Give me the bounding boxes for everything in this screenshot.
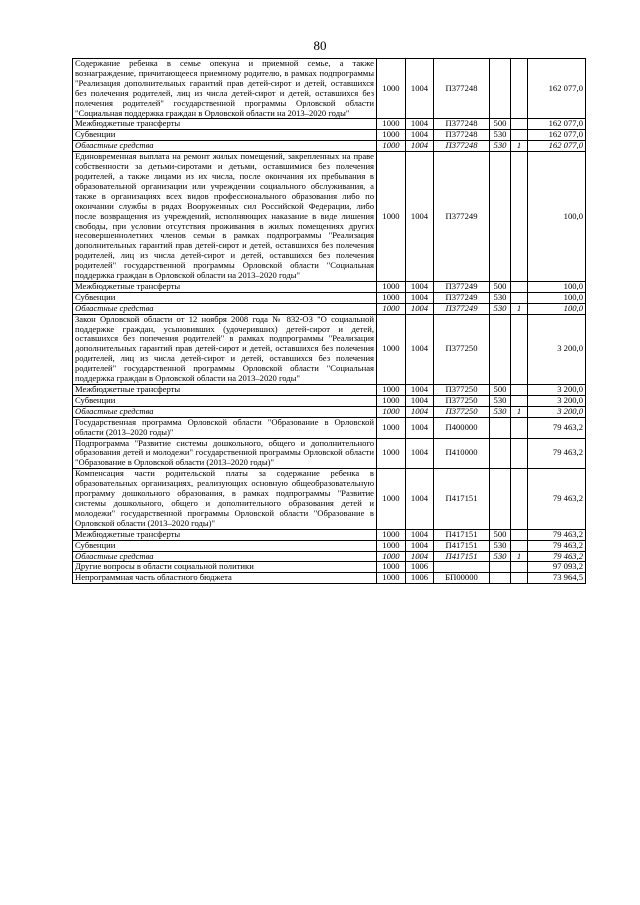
funding-source-cell	[511, 385, 528, 396]
subsection-code-cell: 1004	[406, 438, 434, 469]
amount-cell: 3 200,0	[528, 406, 586, 417]
expense-type-cell: 530	[490, 141, 511, 152]
subsection-code-cell: 1004	[406, 529, 434, 540]
target-article-cell: П377250	[434, 395, 490, 406]
amount-cell: 100,0	[528, 281, 586, 292]
funding-source-cell: 1	[511, 303, 528, 314]
row-name-cell: Субвенции	[73, 540, 377, 551]
budget-table-body	[73, 59, 586, 584]
subsection-code-cell: 1004	[406, 385, 434, 396]
expense-type-cell: 530	[490, 395, 511, 406]
row-name-cell: Единовременная выплата на ремонт жилых помещений, закрепленных на праве собственности за детьми-сиротами и детьми, оставшимися без полечения родителей, а также лицами из их числа, после окончания их пребывания в образовательной организации или учреждении социального обслуживания, а также в организациях всех видов профессионального образования либо по окончании службы в рядах Вооруженных сил Российской Федерации, либо после возвращения из учреждений, исполняющих наказание в виде лишения свободы, при условии отсутствия проживания в жилых помещениях других несовершеннолетних членов семьи в рамках подпрограммы "Реализация дополнительных гарантий прав детей-сирот и детей, оставшихся без полечения родителей, лиц из числа детей-сирот и детей, оставшихся без полечения родителей" государственной программы Орловской области "Социальная поддержка граждан в Орловской области на 2013–2020 годы"	[73, 152, 377, 282]
funding-source-cell	[511, 469, 528, 529]
funding-source-cell	[511, 314, 528, 384]
section-code-cell: 1000	[377, 130, 406, 141]
expense-type-cell: 530	[490, 551, 511, 562]
row-name-cell: Содержание ребенка в семье опекуна и приемной семье, а также вознаграждение, причитающееся приемному родителю, в рамках подпрограммы "Реализация дополнительных гарантий прав детей-сирот и детей, оставшихся без полечения родителей, лиц из числа детей-сирот и детей, оставшихся без полечения родителей" государственной программы Орловской области "Социальная поддержка граждан в Орловской области на 2013–2020 годы"	[73, 59, 377, 119]
expense-type-cell	[490, 314, 511, 384]
subsection-code-cell: 1004	[406, 469, 434, 529]
row-name-cell: Областные средства	[73, 141, 377, 152]
row-name-cell: Межбюджетные трансферты	[73, 529, 377, 540]
funding-source-cell: 1	[511, 406, 528, 417]
section-code-cell: 1000	[377, 395, 406, 406]
target-article-cell: П417151	[434, 540, 490, 551]
row-name-cell: Подпрограмма "Развитие системы дошкольного, общего и дополнительного образования детей и молодежи" государственной программы Орловской области "Образование в Орловской области (2013–2020 годы)"	[73, 438, 377, 469]
amount-cell: 100,0	[528, 152, 586, 282]
section-code-cell: 1000	[377, 141, 406, 152]
table-row	[73, 59, 586, 119]
table-row	[73, 573, 586, 584]
subsection-code-cell: 1004	[406, 551, 434, 562]
subsection-code-cell: 1006	[406, 573, 434, 584]
funding-source-cell	[511, 119, 528, 130]
table-row	[73, 417, 586, 438]
target-article-cell: П377248	[434, 141, 490, 152]
row-name-cell: Другие вопросы в области социальной политики	[73, 562, 377, 573]
target-article-cell	[434, 562, 490, 573]
expense-type-cell	[490, 438, 511, 469]
expense-type-cell	[490, 469, 511, 529]
amount-cell: 79 463,2	[528, 469, 586, 529]
funding-source-cell: 1	[511, 141, 528, 152]
subsection-code-cell: 1004	[406, 152, 434, 282]
row-name-cell: Межбюджетные трансферты	[73, 281, 377, 292]
subsection-code-cell: 1004	[406, 417, 434, 438]
target-article-cell: П417151	[434, 551, 490, 562]
expense-type-cell: 500	[490, 281, 511, 292]
funding-source-cell	[511, 395, 528, 406]
amount-cell: 97 093,2	[528, 562, 586, 573]
target-article-cell: П377249	[434, 281, 490, 292]
table-row	[73, 385, 586, 396]
expense-type-cell: 530	[490, 303, 511, 314]
section-code-cell: 1000	[377, 314, 406, 384]
target-article-cell: БП00000	[434, 573, 490, 584]
amount-cell: 162 077,0	[528, 119, 586, 130]
target-article-cell: П377250	[434, 314, 490, 384]
table-row	[73, 469, 586, 529]
target-article-cell: П377248	[434, 59, 490, 119]
funding-source-cell	[511, 540, 528, 551]
section-code-cell: 1000	[377, 551, 406, 562]
table-row	[73, 529, 586, 540]
subsection-code-cell: 1004	[406, 540, 434, 551]
section-code-cell: 1000	[377, 469, 406, 529]
amount-cell: 79 463,2	[528, 551, 586, 562]
amount-cell: 3 200,0	[528, 314, 586, 384]
row-name-cell: Непрограммная часть областного бюджета	[73, 573, 377, 584]
expense-type-cell: 530	[490, 130, 511, 141]
target-article-cell: П377249	[434, 303, 490, 314]
subsection-code-cell: 1004	[406, 119, 434, 130]
subsection-code-cell: 1004	[406, 314, 434, 384]
target-article-cell: П377249	[434, 152, 490, 282]
subsection-code-cell: 1004	[406, 130, 434, 141]
table-row	[73, 281, 586, 292]
row-name-cell: Субвенции	[73, 292, 377, 303]
row-name-cell: Государственная программа Орловской области "Образование в Орловской области (2013–2020 годы)"	[73, 417, 377, 438]
section-code-cell: 1000	[377, 59, 406, 119]
target-article-cell: П417151	[434, 529, 490, 540]
section-code-cell: 1000	[377, 152, 406, 282]
expense-type-cell	[490, 417, 511, 438]
expense-type-cell: 530	[490, 406, 511, 417]
row-name-cell: Областные средства	[73, 303, 377, 314]
table-row	[73, 406, 586, 417]
funding-source-cell	[511, 562, 528, 573]
subsection-code-cell: 1004	[406, 406, 434, 417]
row-name-cell: Закон Орловской области от 12 ноября 2008 года № 832-ОЗ "О социальной поддержке граждан, усыновивших (удочеривших) детей-сирот и детей, оставшихся без попечения родителей" в рамках подпрограммы "Реализация дополнительных гарантий прав детей-сирот и детей, оставшихся без полечения родителей, лиц из числа детей-сирот и детей, оставшихся без полечения родителей" государственной программы Орловской области "Социальная поддержка граждан в Орловской области на 2013–2020 годы"	[73, 314, 377, 384]
section-code-cell: 1000	[377, 540, 406, 551]
target-article-cell: П410000	[434, 438, 490, 469]
expense-type-cell	[490, 59, 511, 119]
table-row	[73, 438, 586, 469]
expense-type-cell: 500	[490, 529, 511, 540]
expense-type-cell: 530	[490, 540, 511, 551]
table-row	[73, 292, 586, 303]
expense-type-cell: 500	[490, 119, 511, 130]
section-code-cell: 1000	[377, 573, 406, 584]
table-row	[73, 141, 586, 152]
section-code-cell: 1000	[377, 417, 406, 438]
row-name-cell: Областные средства	[73, 406, 377, 417]
amount-cell: 162 077,0	[528, 59, 586, 119]
subsection-code-cell: 1004	[406, 141, 434, 152]
amount-cell: 79 463,2	[528, 417, 586, 438]
amount-cell: 73 964,5	[528, 573, 586, 584]
table-row	[73, 551, 586, 562]
expense-type-cell	[490, 152, 511, 282]
amount-cell: 3 200,0	[528, 385, 586, 396]
amount-cell: 162 077,0	[528, 141, 586, 152]
row-name-cell: Межбюджетные трансферты	[73, 119, 377, 130]
funding-source-cell	[511, 281, 528, 292]
funding-source-cell	[511, 130, 528, 141]
amount-cell: 100,0	[528, 303, 586, 314]
section-code-cell: 1000	[377, 292, 406, 303]
section-code-cell: 1000	[377, 281, 406, 292]
funding-source-cell	[511, 438, 528, 469]
target-article-cell: П377250	[434, 406, 490, 417]
amount-cell: 79 463,2	[528, 438, 586, 469]
amount-cell: 79 463,2	[528, 529, 586, 540]
section-code-cell: 1000	[377, 529, 406, 540]
funding-source-cell	[511, 417, 528, 438]
section-code-cell: 1000	[377, 119, 406, 130]
section-code-cell: 1000	[377, 562, 406, 573]
subsection-code-cell: 1004	[406, 303, 434, 314]
amount-cell: 3 200,0	[528, 395, 586, 406]
funding-source-cell	[511, 59, 528, 119]
section-code-cell: 1000	[377, 438, 406, 469]
funding-source-cell	[511, 292, 528, 303]
expense-type-cell	[490, 562, 511, 573]
subsection-code-cell: 1004	[406, 292, 434, 303]
subsection-code-cell: 1006	[406, 562, 434, 573]
row-name-cell: Субвенции	[73, 130, 377, 141]
funding-source-cell	[511, 529, 528, 540]
expense-type-cell	[490, 573, 511, 584]
table-row	[73, 314, 586, 384]
row-name-cell: Субвенции	[73, 395, 377, 406]
table-row	[73, 303, 586, 314]
row-name-cell: Межбюджетные трансферты	[73, 385, 377, 396]
funding-source-cell: 1	[511, 551, 528, 562]
section-code-cell: 1000	[377, 385, 406, 396]
expense-type-cell: 500	[490, 385, 511, 396]
table-row	[73, 395, 586, 406]
amount-cell: 79 463,2	[528, 540, 586, 551]
subsection-code-cell: 1004	[406, 395, 434, 406]
section-code-cell: 1000	[377, 406, 406, 417]
target-article-cell: П377249	[434, 292, 490, 303]
target-article-cell: П377248	[434, 119, 490, 130]
amount-cell: 100,0	[528, 292, 586, 303]
funding-source-cell	[511, 573, 528, 584]
subsection-code-cell: 1004	[406, 59, 434, 119]
section-code-cell: 1000	[377, 303, 406, 314]
amount-cell: 162 077,0	[528, 130, 586, 141]
table-row	[73, 540, 586, 551]
table-row	[73, 130, 586, 141]
expense-type-cell: 530	[490, 292, 511, 303]
target-article-cell: П377250	[434, 385, 490, 396]
target-article-cell: П377248	[434, 130, 490, 141]
row-name-cell: Областные средства	[73, 551, 377, 562]
subsection-code-cell: 1004	[406, 281, 434, 292]
table-row	[73, 152, 586, 282]
table-row	[73, 119, 586, 130]
target-article-cell: П417151	[434, 469, 490, 529]
target-article-cell: П400000	[434, 417, 490, 438]
page-number: 80	[313, 38, 327, 53]
row-name-cell: Компенсация части родительской платы за содержание ребенка в образовательных организациях, реализующих основную общеобразовательную программу дошкольного образования, в рамках подпрограммы "Развитие системы дошкольного, общего и дополнительного образования детей и молодежи" государственной программы Орловской области "Образование в Орловской области (2013–2020 годы)"	[73, 469, 377, 529]
table-row	[73, 562, 586, 573]
funding-source-cell	[511, 152, 528, 282]
budget-table	[72, 58, 586, 584]
